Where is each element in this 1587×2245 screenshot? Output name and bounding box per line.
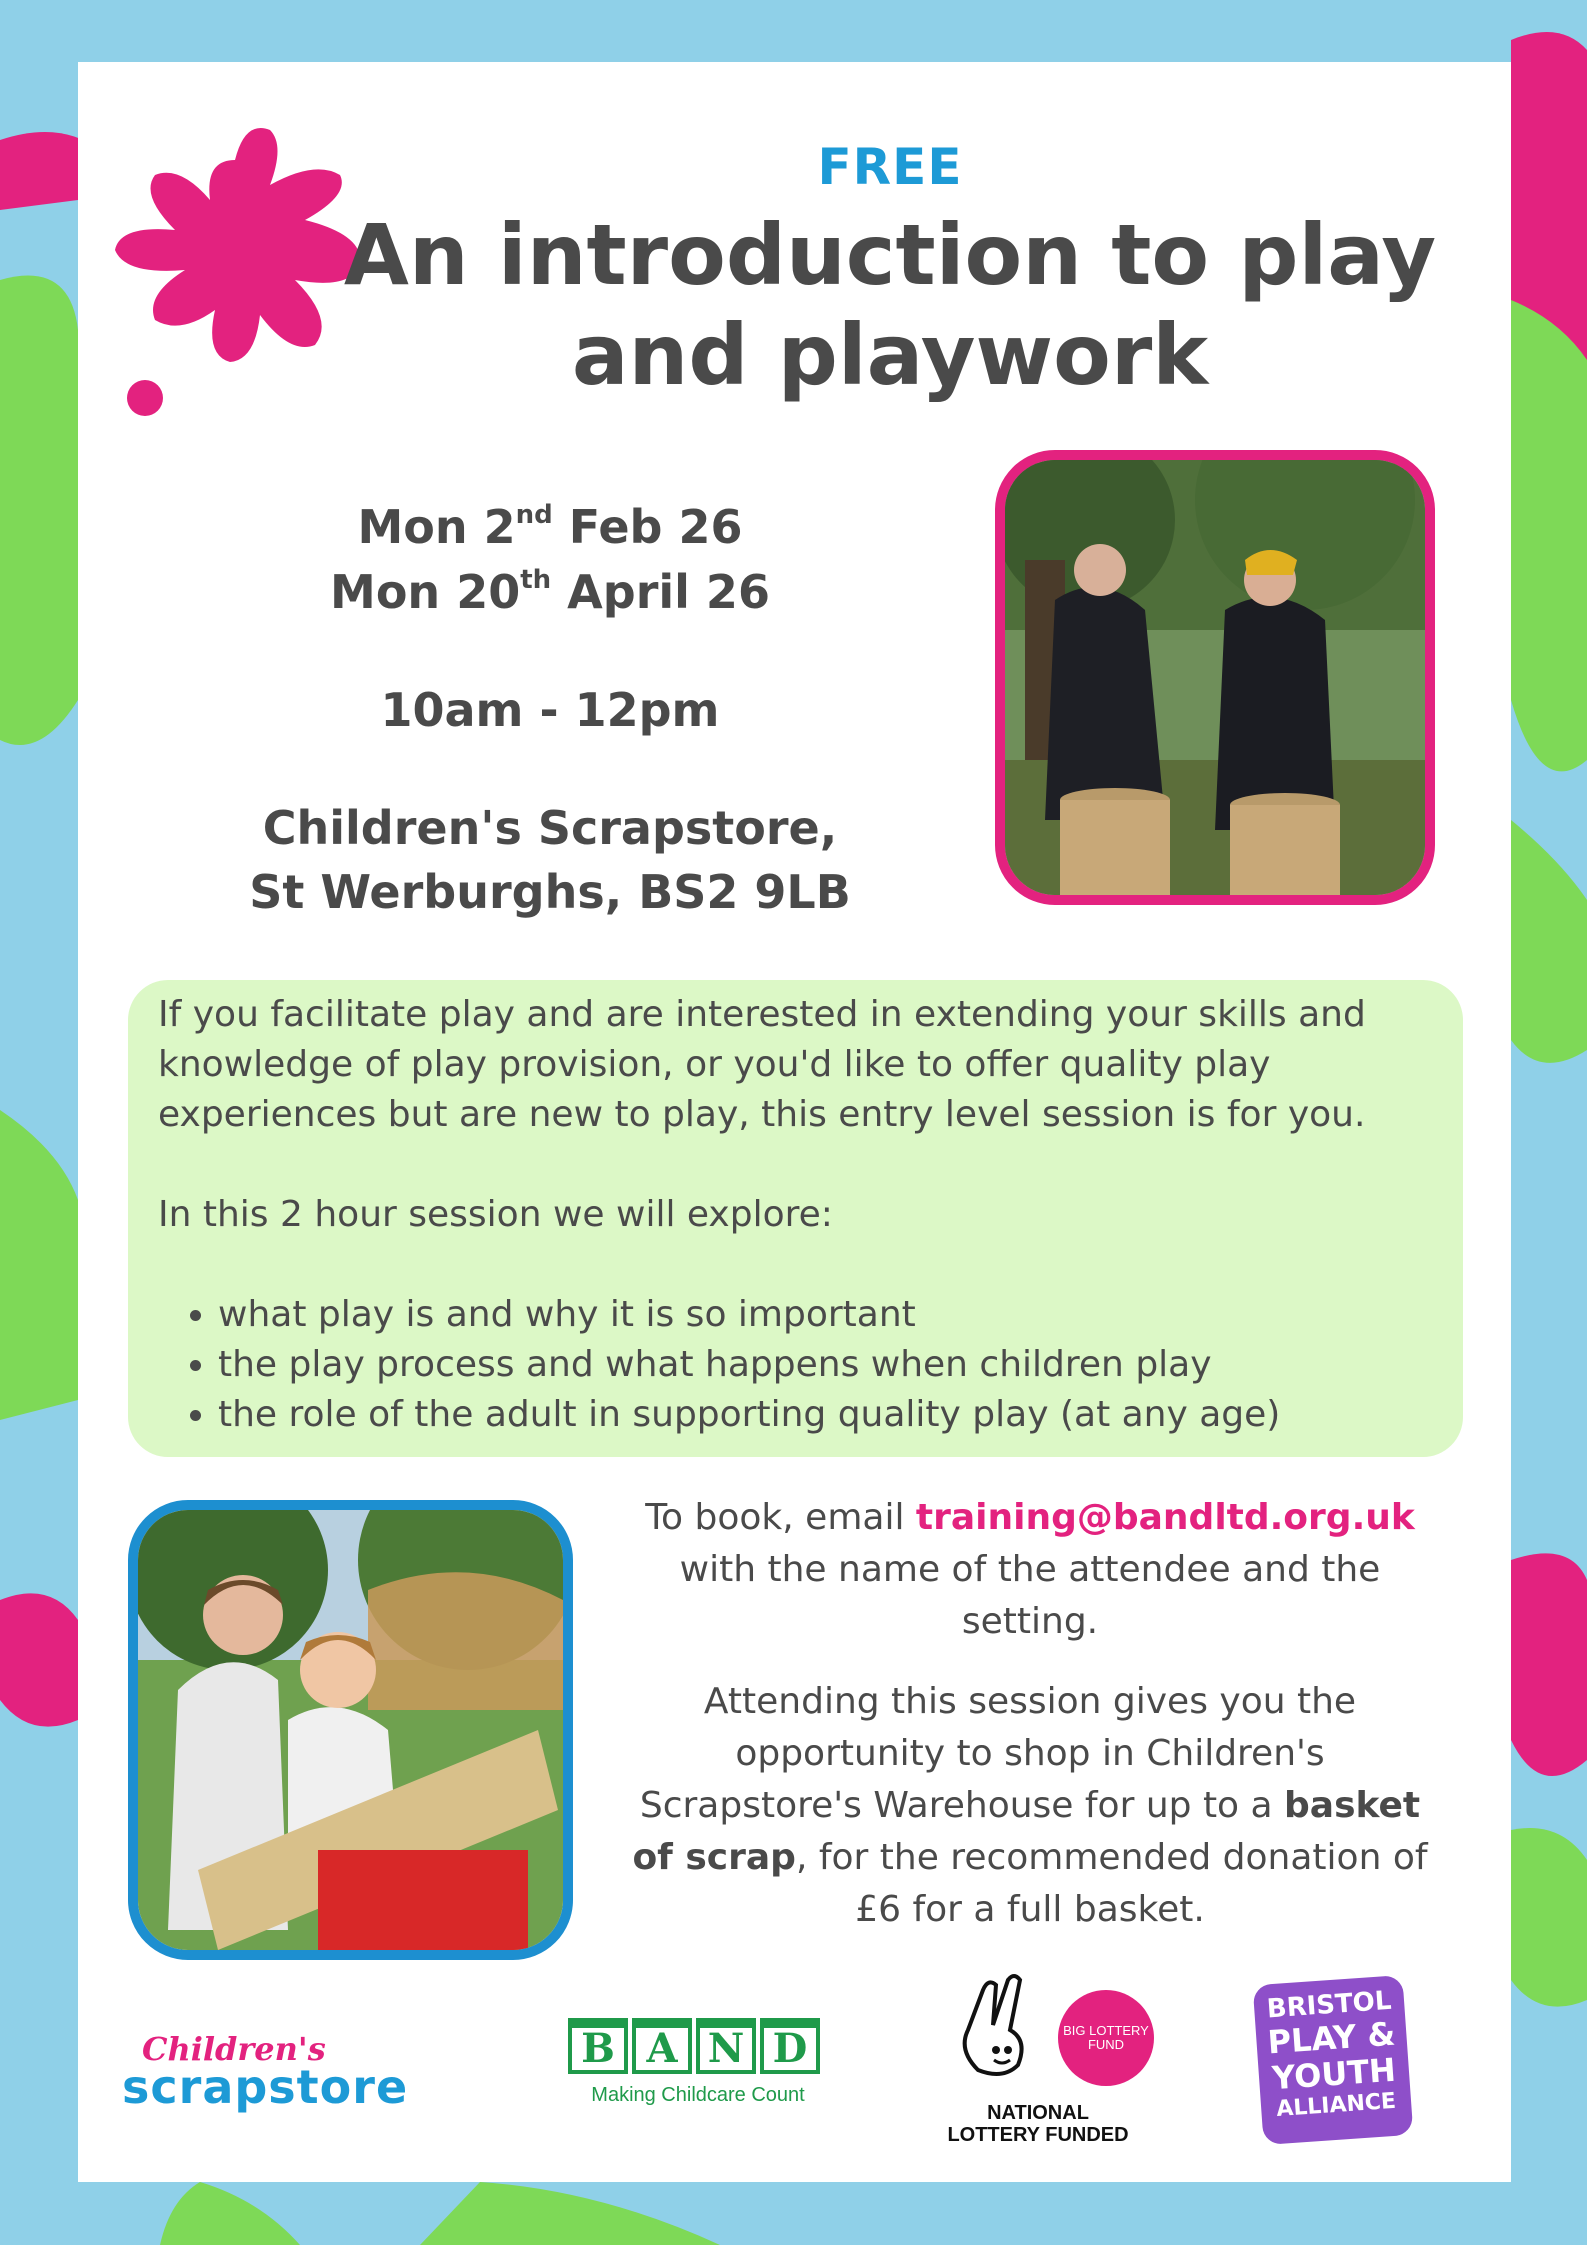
page-title: An introduction to play and playwork — [343, 206, 1437, 404]
date-1: Mon 2nd Feb 26 — [357, 500, 743, 554]
crossed-fingers-icon — [948, 1970, 1038, 2080]
sponsor-logos — [78, 1960, 1511, 2160]
description-lead: In this 2 hour session we will explore: — [158, 1194, 833, 1235]
photo-women-in-barrels — [995, 450, 1435, 905]
booking-instructions: To book, email training@bandltd.org.uk with the name of the attendee and the setting. — [645, 1497, 1415, 1642]
session-time: 10am - 12pm — [380, 683, 720, 737]
booking-info — [630, 1492, 1430, 1936]
photo-boys-playing — [128, 1500, 573, 1960]
description-box — [128, 980, 1463, 1457]
bristol-play-youth-alliance-logo: BRISTOL PLAY & YOUTH ALLIANCE — [1253, 1975, 1414, 2145]
venue-line-1: Children's Scrapstore, — [262, 801, 838, 855]
booking-email-link[interactable]: training@bandltd.org.uk — [915, 1497, 1415, 1538]
childrens-scrapstore-logo: Children's scrapstore — [122, 2030, 409, 2114]
national-lottery-logo: BIG LOTTERY FUND NATIONAL LOTTERY FUNDED — [928, 1970, 1158, 2160]
description-intro: If you facilitate play and are interested in extending your skills and knowledge of play provision, or you'd like to offer quality play experiences but are new to play, this entry level session is for you. — [158, 994, 1366, 1135]
venue-line-2: St Werburghs, BS2 9LB — [249, 865, 851, 919]
explore-list — [158, 1290, 1433, 1440]
big-lottery-fund-badge: BIG LOTTERY FUND — [1058, 1990, 1154, 2086]
band-logo: B A N D Making Childcare Count — [568, 2018, 828, 2138]
list-item: • the play process and what happens when children play — [218, 1340, 1433, 1390]
list-item: • the role of the adult in supporting quality play (at any age) — [218, 1390, 1433, 1440]
date-2: Mon 20th April 26 — [330, 565, 770, 619]
attendance-benefit: Attending this session gives you the opportunity to shop in Children's Scrapstore's Warehouse for up to a basket of scrap, for the recommended donation of £6 for a full basket. — [632, 1681, 1428, 1930]
list-item: • what play is and why it is so important — [218, 1290, 1433, 1340]
free-label: FREE — [817, 138, 963, 196]
